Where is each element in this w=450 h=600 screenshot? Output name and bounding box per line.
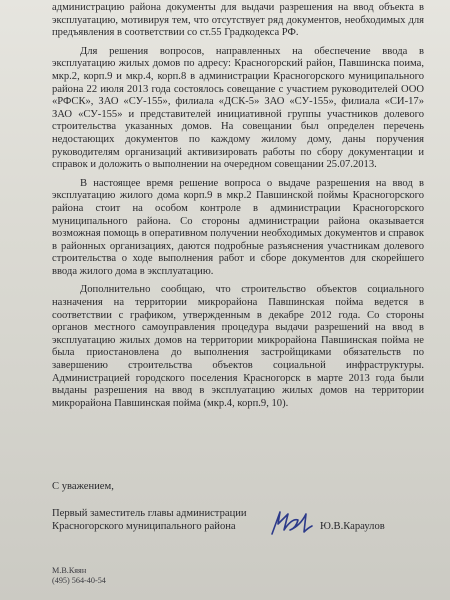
signatory-title-line: Красногорского муниципального района [52, 520, 236, 532]
signatory-title [52, 508, 292, 533]
signatory-name: Ю.В.Караулов [320, 521, 385, 532]
paragraph-social-facilities: Дополнительно сообщаю, что строительство объектов социального назначения на территории микрорайона Павшинская пойма ведется в соответствии с графиком, утвержденным в декабре 2012 года. Со стороны органов местного самоуправления процедура выдачи разрешений на ввод в эксплуатацию жилых домов на территории микрорайона Павшинская пойма не была приостановлена до выполнения застройщиками обязательств по завершению строительства объектов социальной инфраструктуры. Администрацией городского поселения Красногорск в марте 2013 года были выданы разрешения на ввод в эксплуатацию жилых домов на территории микрорайона Павшинская пойма (мкр.4, корп.9, 10). [52, 284, 424, 409]
closing-phrase: С уважением, [52, 481, 114, 492]
handwritten-signature [266, 508, 316, 538]
executor-name: М.В.Кяян [52, 566, 87, 575]
executor-phone: (495) 564-40-54 [52, 576, 106, 585]
paragraph-meeting: Для решения вопросов, направленных на обеспечение ввода в эксплуатацию жилых домов по адресу: Красногорский район, Павшинска поима, мкр.2, корп.9 и мкр.4, корп.8 в администрации Красногорского муниципального района 22 июля 2013 года состоялось совещание с участием руководителей ООО «РФСК», ЗАО «СУ-155», филиала «ДСК-5» ЗАО «СУ-155», филиала «СИ-17» ЗАО «СУ-155» и представителей инициативной группы участников долевого строительства указанных домов. На совещании был определен перечень недостающих документов по каждому жилому дому, даны поручения руководителям организаций активизировать работы по сбору документации и справок и доложить о выполнении на очередном совещании 25.07.2013. [52, 45, 424, 171]
paragraph-continuation: администрацию района документы для выдачи разрешения на ввод объекта в эксплуатацию, мотивируя тем, что отсутствует ряд документов, необходимых для предъявления в соответствии со ст.55 Градкодекса РФ. [52, 2, 424, 39]
signatory-title-line: Первый заместитель главы администрации [52, 508, 247, 519]
letter-body [52, 2, 424, 416]
paragraph-current-status: В настоящее время решение вопроса о выдаче разрешения на ввод в эксплуатацию жилого дома корп.9 в мкр.2 Павшинской поймы Красногорского района стоит на особом контроле в администрации Красногорского муниципального района. Со стороны администрации района оказывается возможная помощь в оперативном получении необходимых документов и справок в районных организациях, даются подробные разъяснения участникам долевого строительства о ходе выполнения работ и сборе документов для скорейшего ввода жилого дома в эксплуатацию. [52, 177, 424, 277]
executor-info [52, 566, 106, 586]
